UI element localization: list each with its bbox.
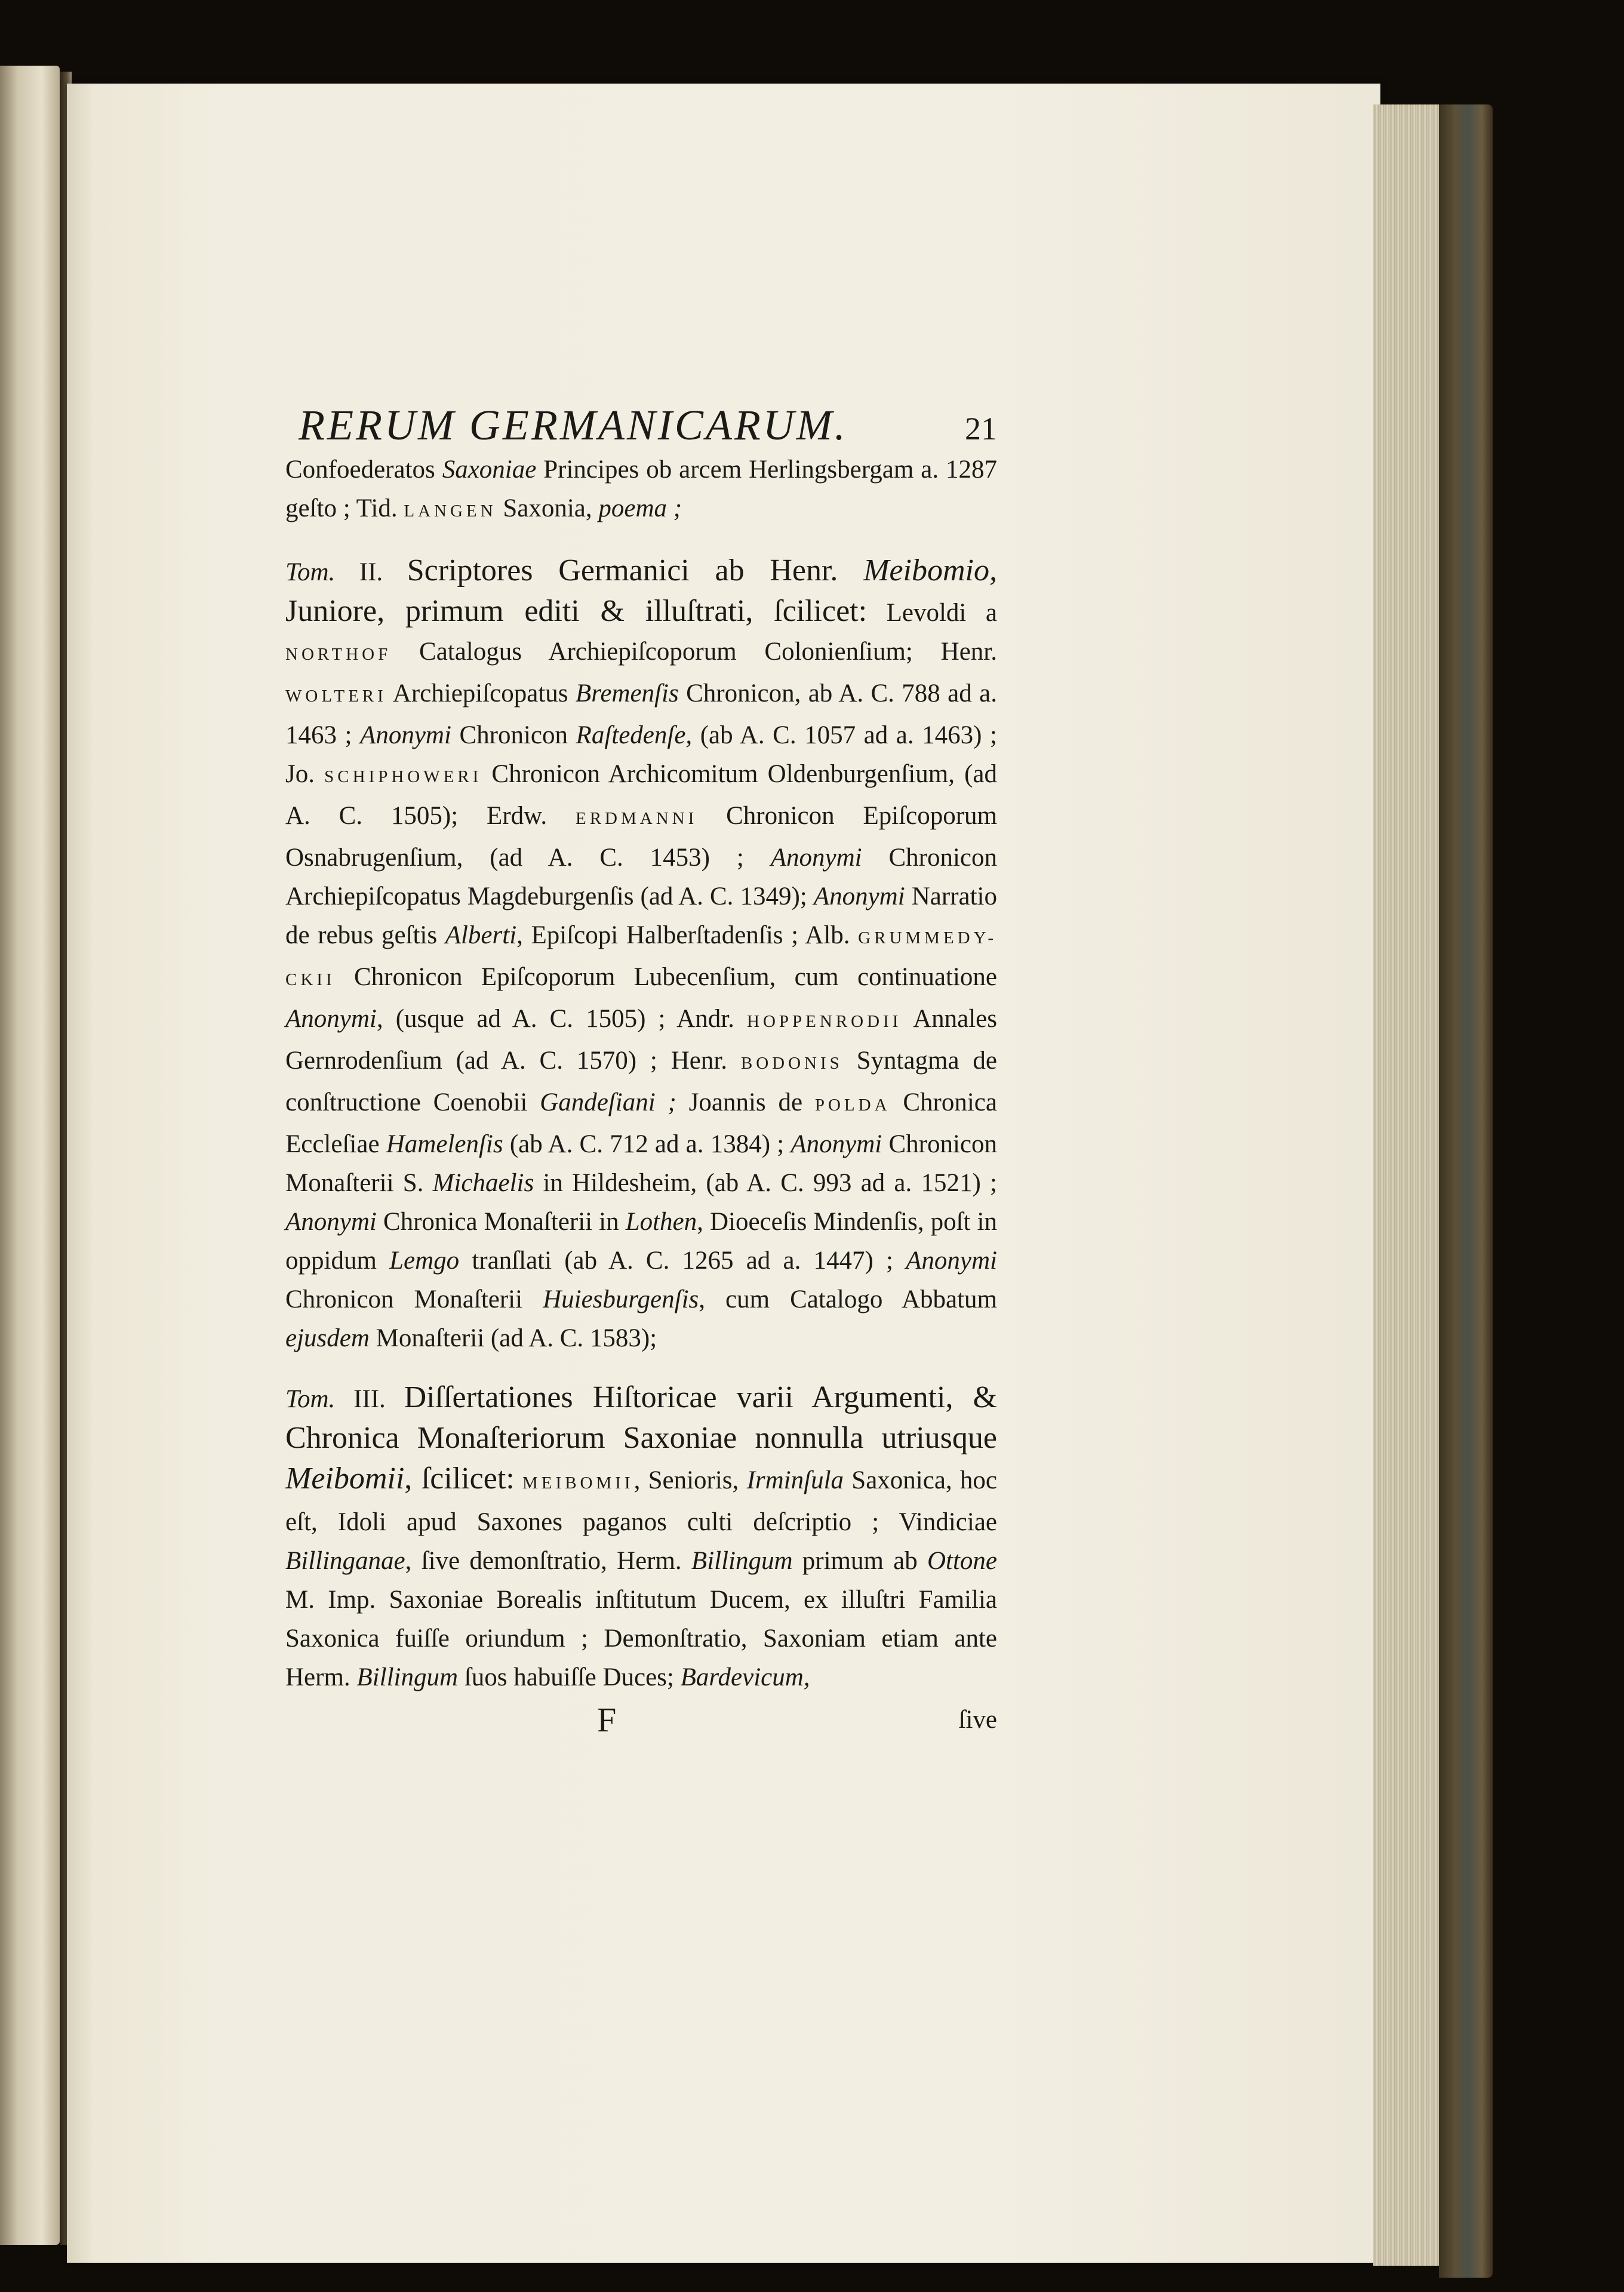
text-segment: Annales Gernrodenſium (ad A. C. 1570) ; Henr. [285, 1005, 997, 1075]
text-segment: Anonymi [791, 1130, 882, 1158]
text-segment: Principes ob arcem Herlingsbergam a. 1287 geſto ; Tid. [285, 456, 997, 522]
page-header [285, 400, 997, 450]
text-segment: Confoederatos [285, 456, 442, 484]
text-segment: NORTHOF [285, 645, 392, 664]
text-segment: Chronicon Monaſterii S. [285, 1130, 997, 1197]
text-segment: M. Imp. Saxoniae Borealis inſtitutum Ducem, ex illuſtri Familia Saxonica fuiſſe oriundum ; Demonſtratio, Saxoniam etiam ante Herm. [285, 1586, 997, 1691]
running-head: RERUM GERMANICARUM. [299, 401, 848, 449]
text-segment: Bremenſis [575, 679, 679, 707]
text-segment: , Epiſcopi Halberſtadenſis ; Alb. [516, 921, 859, 949]
text-segment: Tom. [285, 558, 336, 586]
text-segment: Billingum [691, 1547, 793, 1575]
text-segment: Tom. [285, 1385, 336, 1413]
text-segment: Scriptores Germanici ab Henr. [407, 553, 864, 587]
signature-mark: F [597, 1700, 617, 1739]
text-segment: III. [335, 1385, 404, 1413]
paragraph-tom-ii [285, 551, 997, 1358]
text-segment: GRUMMEDY-CKII [285, 928, 997, 989]
text-segment: ſuos habuiſſe Duces; [458, 1663, 681, 1691]
text-segment: (ab A. C. 712 ad a. 1384) ; [503, 1130, 791, 1158]
text-segment: LANGEN [404, 502, 497, 521]
text-segment: , ſcilicet: [404, 1462, 515, 1496]
text-segment: Chronicon Epiſcoporum Osnabrugenſium, (ad A. C. 1453) ; [285, 802, 997, 872]
text-segment: Chronicon Archiepiſcopatus Magdeburgenſis (ad A. C. 1349); [285, 844, 997, 910]
text-segment: Monaſterii (ad A. C. 1583); [369, 1324, 657, 1352]
text-segment: ejusdem [285, 1324, 370, 1352]
catchword: ſive [958, 1706, 997, 1734]
paragraph-tom-iii [285, 1378, 997, 1697]
text-segment: , cum Catalogo Abbatum [699, 1285, 998, 1313]
text-segment: Catalogus Archiepiſcoporum Colonienſium; Henr. [391, 638, 997, 666]
text-segment: Anonymi [360, 721, 451, 749]
text-segment: HOPPENRODII [747, 1012, 902, 1031]
text-segment: Chronicon Monaſterii [285, 1285, 543, 1313]
text-segment: Anonymi [813, 882, 905, 910]
text-segment: Chronica Eccleſiae [285, 1088, 997, 1158]
text-segment: Chronicon Archicomitum Oldenburgenſium, (ad A. C. 1505); Erdw. [285, 760, 997, 830]
text-segment: II. [335, 558, 407, 586]
page-edges [1373, 104, 1445, 2266]
text-segment: WOLTERI [285, 687, 387, 706]
text-segment: Juniore, primum editi & illuſtrati, ſcilicet: [285, 594, 868, 628]
text-segment: Chronicon, ab A. C. 788 ad a. 1463 ; [285, 679, 997, 749]
text-segment: Anonymi [906, 1247, 997, 1275]
text-segment: , Senioris, [633, 1466, 747, 1494]
text-segment: , ſive demonſtratio, Herm. [405, 1547, 691, 1575]
text-segment: primum ab [792, 1547, 927, 1575]
text-segment: MEIBOMII [522, 1473, 634, 1493]
text-segment: Archiepiſcopatus [386, 679, 576, 707]
text-segment: Chronica Monaſterii in [376, 1208, 626, 1236]
text-segment: tranſlati (ab A. C. 1265 ad a. 1447) ; [459, 1247, 906, 1275]
text-segment: SCHIPHOWERI [324, 767, 482, 786]
text-segment: Lothen [625, 1208, 697, 1236]
text-segment: , (usque ad A. C. 1505) ; Andr. [376, 1005, 748, 1033]
text-segment: Billinganae [285, 1547, 405, 1575]
text-segment: Anonymi [770, 844, 862, 872]
text-segment: Narratio de rebus geſtis [285, 882, 997, 949]
text-segment: Anonymi [285, 1005, 377, 1033]
page-number: 21 [965, 411, 997, 447]
text-segment: Huiesburgenſis [543, 1285, 699, 1313]
text-segment: Diſſertationes Hiſtoricae varii Argumenti, & Chronica Monaſteriorum Saxoniae nonnulla utriusque [285, 1380, 997, 1455]
text-segment [515, 1466, 522, 1494]
text-segment: Meibomio, [863, 553, 997, 587]
text-segment: Hamelenſis [386, 1130, 503, 1158]
text-segment: (ab A. C. 1057 ad a. 1463) ; Jo. [285, 721, 997, 788]
book-cover [1439, 104, 1493, 2278]
text-segment: Michaelis [432, 1169, 534, 1197]
text-segment: Raſtedenſe, [576, 721, 693, 749]
text-block [285, 400, 997, 1742]
text-segment: Anonymi [285, 1208, 377, 1236]
text-segment: Chronicon Epiſcoporum Lubecenſium, cum continuatione [335, 963, 997, 991]
text-segment: Alberti [445, 921, 517, 949]
text-segment: Levoldi a [867, 599, 997, 627]
text-segment: Joannis de [676, 1088, 815, 1116]
text-segment: poema ; [598, 494, 682, 522]
text-segment: Syntagma de conſtructione Coenobii [285, 1047, 997, 1116]
text-segment: POLDA [814, 1096, 891, 1115]
text-segment: Saxonia, [496, 494, 599, 522]
text-segment: Billingum [356, 1663, 459, 1691]
text-segment: Saxonica, hoc eſt, Idoli apud Saxones paganos culti deſcriptio ; Vindiciae [285, 1466, 998, 1536]
text-segment: ERDMANNI [575, 809, 698, 828]
text-segment: in Hildesheim, (ab A. C. 993 ad a. 1521) ; [534, 1169, 997, 1197]
text-segment: Saxoniae [442, 456, 537, 484]
text-segment: Gandeſiani ; [540, 1088, 676, 1116]
text-segment: Lemgo [389, 1247, 460, 1275]
text-segment: Meibomii [285, 1462, 405, 1496]
text-segment: Bardevicum, [680, 1663, 810, 1691]
text-segment: BODONIS [740, 1054, 843, 1073]
left-page-edge [0, 66, 60, 2245]
text-segment: Chronicon [451, 721, 576, 749]
text-segment: , Dioeceſis Mindenſis, poſt in oppidum [285, 1208, 998, 1275]
paragraph-tom-i-continued [285, 450, 997, 531]
text-segment: Irminſula [746, 1466, 844, 1494]
text-segment: Ottone [927, 1547, 998, 1575]
page-footer [285, 1700, 997, 1742]
